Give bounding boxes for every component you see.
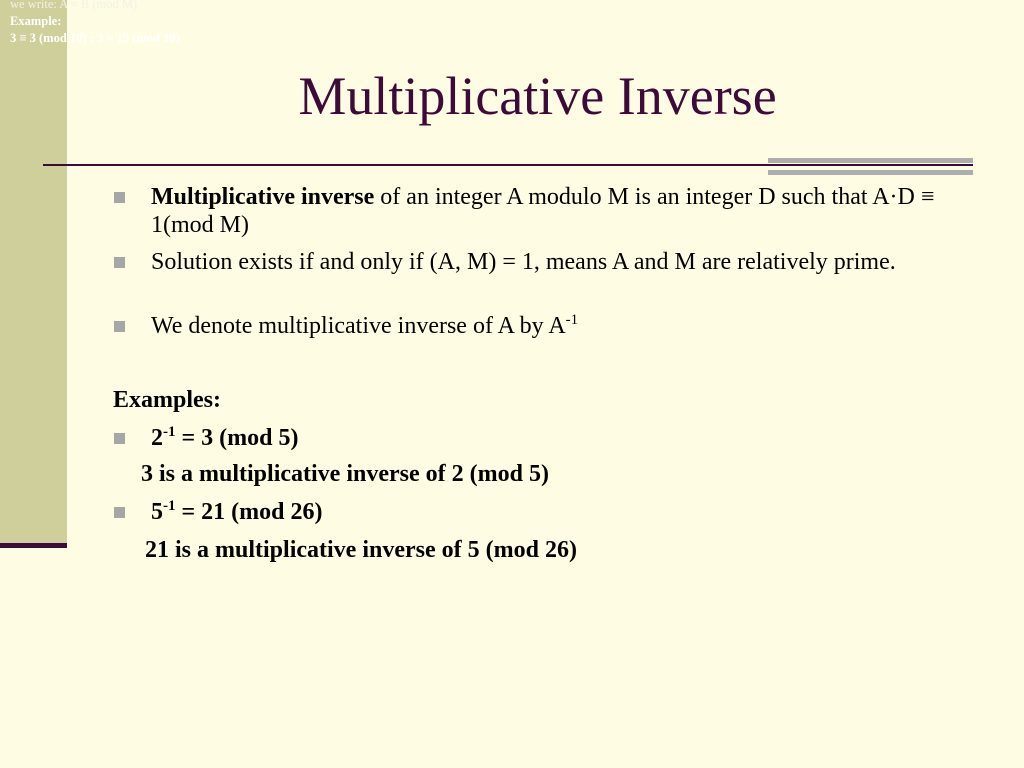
overlay-line-1: we write: A ≡ B (mod M) — [10, 0, 138, 11]
bullet-text: Solution exists if and only if (A, M) = 1, means A and M are relatively prime. — [151, 249, 896, 275]
overlapping-previous-text — [10, 0, 180, 47]
overlay-line-3: 3 ≡ 3 (mod 10) ; 3 ≡ 13 (mod 10) — [10, 31, 180, 45]
example-base: 2 — [151, 425, 163, 451]
slide-title: Multiplicative Inverse — [298, 66, 777, 126]
term-bold: Multiplicative inverse — [151, 184, 375, 210]
square-bullet-icon — [114, 321, 125, 332]
notation-text: We denote multiplicative inverse of A by A — [151, 313, 566, 339]
bullet-text — [151, 312, 974, 340]
example-rest: = 3 (mod 5) — [175, 425, 299, 451]
square-bullet-icon — [114, 433, 125, 444]
example-superscript: -1 — [163, 424, 176, 440]
example-rest: = 21 (mod 26) — [175, 499, 323, 525]
square-bullet-icon — [114, 507, 125, 518]
left-sidebar-accent-line — [0, 543, 67, 548]
examples-heading: Examples: — [113, 387, 221, 413]
example-explanation: 21 is a multiplicative inverse of 5 (mod 26) — [145, 537, 577, 563]
example-equation — [151, 498, 974, 526]
left-sidebar-band — [0, 0, 67, 547]
term-definition: of an integer A modulo M is an integer D such that A·D ≡ 1(mod M) — [151, 184, 935, 238]
divider-grey-bar-bottom — [768, 170, 973, 175]
divider-grey-bar-top — [768, 158, 973, 163]
example-explanation: 3 is a multiplicative inverse of 2 (mod 5) — [141, 461, 549, 487]
square-bullet-icon — [114, 257, 125, 268]
square-bullet-icon — [114, 192, 125, 203]
example-superscript: -1 — [163, 498, 176, 514]
notation-superscript: -1 — [565, 312, 579, 328]
example-equation — [151, 424, 974, 452]
bullet-text — [151, 183, 974, 239]
example-base: 5 — [151, 499, 163, 525]
title-divider — [43, 164, 973, 166]
overlay-line-2: Example: — [10, 14, 62, 28]
